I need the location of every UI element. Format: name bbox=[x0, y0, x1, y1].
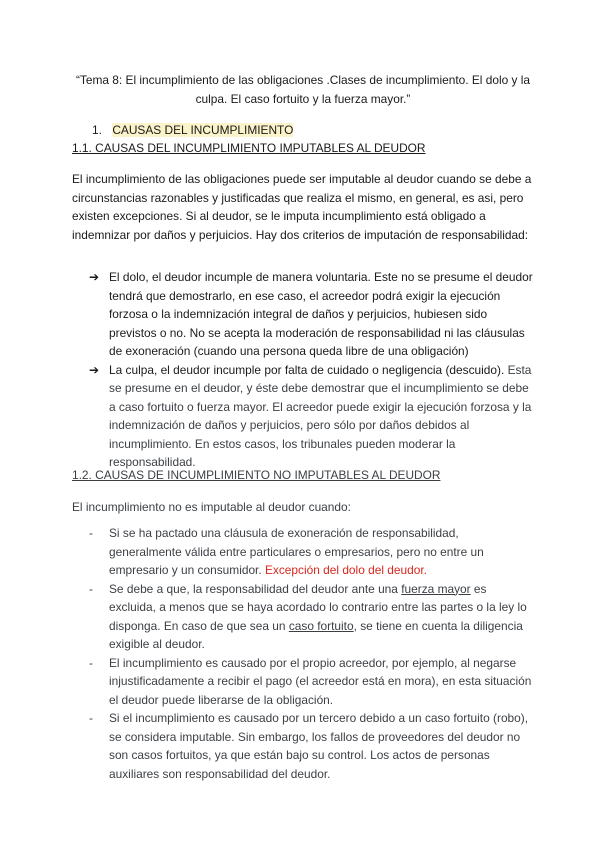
section-number: 1. bbox=[92, 123, 102, 137]
subsection-heading-1-1: 1.1. CAUSAS DEL INCUMPLIMIENTO IMPUTABLES AL DEUDOR bbox=[72, 141, 426, 155]
fuerza-mayor-link[interactable]: fuerza mayor bbox=[401, 581, 471, 596]
intro-paragraph-2: El incumplimiento no es imputable al deudor cuando: bbox=[72, 500, 351, 514]
imputation-criteria-list bbox=[72, 268, 534, 472]
dash-marker: - bbox=[89, 581, 93, 596]
list-item bbox=[72, 654, 534, 710]
section-heading-1 bbox=[92, 121, 293, 140]
list-item-text: Si se ha pactado una cláusula de exoneración de responsabilidad, generalmente válida entre particulares o empresarios, pero no entre un empresario y un consumidor. bbox=[109, 526, 484, 577]
subsection-heading-1-2: 1.2. CAUSAS DE INCUMPLIMIENTO NO IMPUTABLES AL DEUDOR bbox=[72, 468, 441, 482]
list-item-culpa bbox=[72, 361, 534, 472]
dash-marker: - bbox=[89, 711, 93, 725]
list-item-text: Si el incumplimiento es causado por un tercero debido a un caso fortuito (robo), se considera imputable. Sin embargo, los fallos de proveedores del deudor no son casos fortuitos, ya que están bajo su control. Los actos de personas auxiliares son responsabilidad del deudor. bbox=[109, 711, 529, 781]
list-item-text: es excluida, a menos que se haya acordado lo contrario entre las partes o la ley lo disponga. En caso de que sea un bbox=[109, 581, 527, 633]
section-heading-text: CAUSAS DEL INCUMPLIMIENTO bbox=[112, 123, 294, 137]
list-item-text: Esta se presume en el deudor, y éste debe demostrar que el incumplimiento se debe a caso fortuito o fuerza mayor. El acreedor puede exigir la ejecución forzosa y la indemnización de daños y perjuicios, pero sólo por daños debidos al incumplimiento. En estos casos, los tribunales pueden moderar la responsabilidad. bbox=[109, 362, 532, 469]
highlight-text: Excepción del dolo del deudor. bbox=[264, 563, 427, 577]
list-item-lead: La culpa, el deudor incumple por falta de cuidado o negligencia (descuido). bbox=[109, 362, 505, 377]
dash-marker: - bbox=[89, 655, 93, 670]
caso-fortuito-link[interactable]: caso fortuito bbox=[288, 618, 354, 633]
arrow-icon: ➔ bbox=[89, 362, 99, 377]
intro-paragraph: El incumplimiento de las obligaciones puede ser imputable al deudor cuando se debe a circunstancias razonables y justificadas que realiza el mismo, en general, es asi, pero existen excepciones. Si al deudor, se le imputa incumplimiento está obligado a indemnizar por daños y perjuicios. Hay dos criterios de imputación de responsabilidad: bbox=[72, 172, 532, 242]
arrow-icon: ➔ bbox=[89, 270, 99, 284]
list-item-text: Se debe a que, la responsabilidad del deudor ante una bbox=[109, 581, 398, 596]
list-item bbox=[72, 709, 534, 783]
list-item-text: El incumplimiento es causado por el propio acreedor, por ejemplo, al negarse injustificadamente a recibir el pago (el acreedor está en mora), en esta situación el deudor puede liberarse de la obligación. bbox=[109, 655, 532, 707]
non-imputable-causes-list bbox=[72, 524, 534, 783]
list-item bbox=[72, 580, 534, 654]
list-item-dolo bbox=[72, 268, 534, 361]
list-item-text: El dolo, el deudor incumple de manera voluntaria. Este no se presume el deudor tendrá que demostrarlo, en ese caso, el acreedor podrá exigir la ejecución forzosa o la indemnización integral de daños y perjuicios, hubiesen sido previstos o no. No se acepta la moderación de responsabilidad ni las cláusulas de exoneración (cuando una persona queda libre de una obligación) bbox=[109, 270, 533, 358]
list-item-text: , se tiene en cuenta la diligencia exigible al deudor. bbox=[109, 618, 523, 651]
list-item bbox=[72, 524, 534, 580]
dash-marker: - bbox=[89, 526, 93, 540]
document-title: “Tema 8: El incumplimiento de las obligaciones .Clases de incumplimiento. El dolo y la culpa. El caso fortuito y la fuerza mayor.” bbox=[75, 73, 531, 106]
